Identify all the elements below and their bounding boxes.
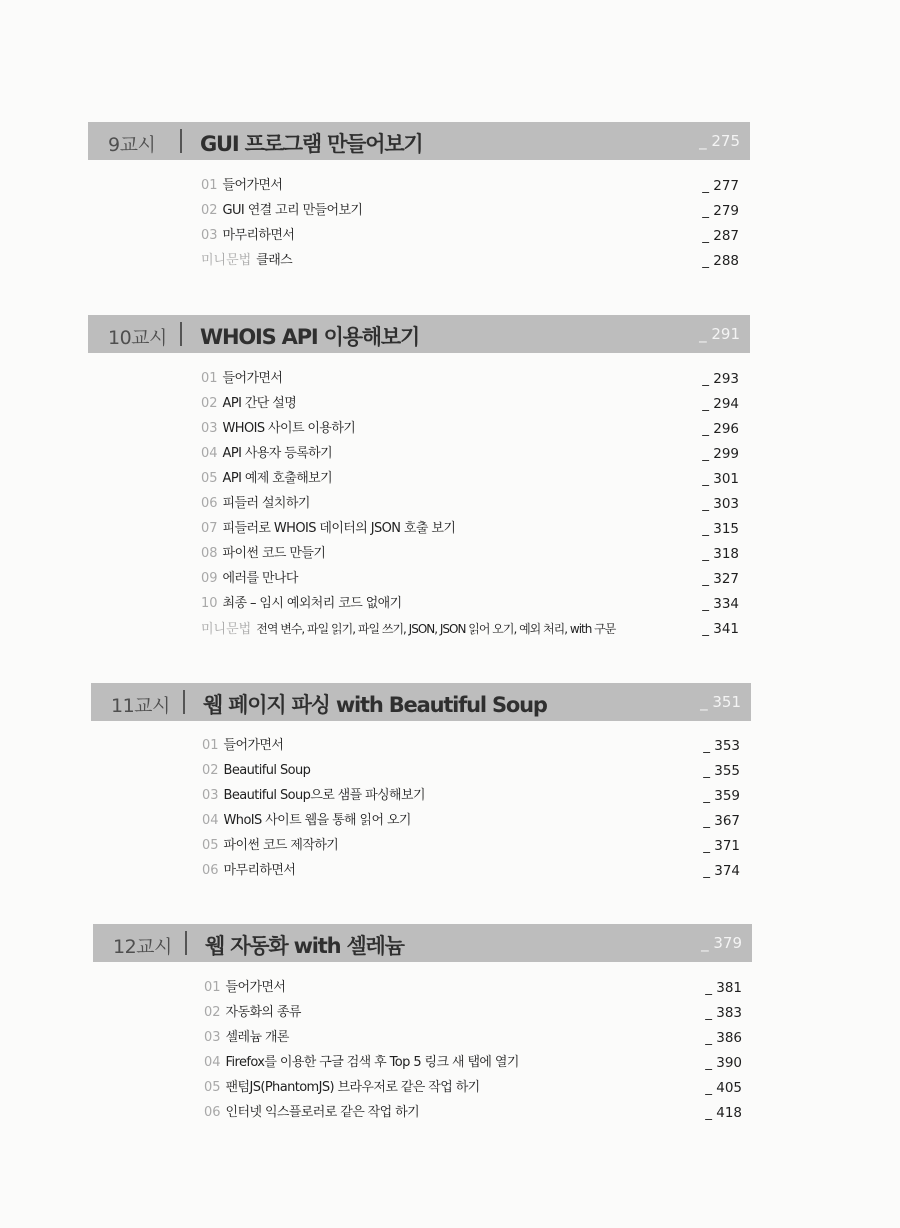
toc-entry[interactable] (201, 225, 739, 247)
toc-entry[interactable] (201, 518, 739, 540)
toc-entry[interactable] (204, 1102, 742, 1124)
entry-page: _ 341 (702, 621, 739, 637)
chapter-header (91, 683, 751, 721)
entry-number: 01 (204, 980, 221, 995)
entry-page: _ 294 (702, 396, 739, 412)
toc-entry[interactable] (201, 468, 739, 490)
entry-number: 05 (201, 471, 218, 486)
chapter-title: WHOIS API 이용해보기 (200, 325, 420, 349)
toc-entry-mini-grammar[interactable] (201, 618, 739, 640)
chapter-separator (180, 129, 182, 153)
toc-entry[interactable] (202, 760, 740, 782)
toc-entry[interactable] (202, 735, 740, 757)
entry-number: 03 (204, 1030, 221, 1045)
toc-entry-mini-grammar[interactable] (201, 250, 739, 272)
entry-page: _ 381 (705, 980, 742, 996)
entry-title: WHOIS 사이트 이용하기 (222, 421, 356, 436)
entry-page: _ 288 (702, 253, 739, 269)
chapter-title: 웹 자동화 with 셀레늄 (205, 934, 404, 958)
chapter-separator (183, 690, 185, 714)
entry-page: _ 279 (702, 203, 739, 219)
entry-number: 02 (201, 396, 218, 411)
entry-page: _ 334 (702, 596, 739, 612)
entry-page: _ 327 (702, 571, 739, 587)
toc-entry[interactable] (201, 368, 739, 390)
entry-title: 파이썬 코드 제작하기 (223, 838, 339, 853)
chapter-header (88, 315, 750, 353)
entry-number: 05 (204, 1080, 221, 1095)
entry-page: _ 318 (702, 546, 739, 562)
entry-title: 마무리하면서 (222, 228, 295, 243)
toc-entry[interactable] (201, 493, 739, 515)
entry-page: _ 355 (703, 763, 740, 779)
entry-page: _ 277 (702, 178, 739, 194)
chapter-title: GUI 프로그램 만들어보기 (200, 132, 423, 156)
entry-number: 05 (202, 838, 219, 853)
entry-title: 피들러 설치하기 (222, 496, 310, 511)
entry-number: 10 (201, 596, 218, 611)
chapter-page: _ 379 (701, 934, 742, 952)
entry-title: 전역 변수, 파일 읽기, 파일 쓰기, JSON, JSON 읽어 오기, 예외 처리, with 구문 (256, 622, 616, 636)
entry-page: _ 374 (703, 863, 740, 879)
chapter-number: 11교시 (111, 695, 170, 717)
entry-title: API 예제 호출해보기 (222, 471, 333, 486)
chapter-header (88, 122, 750, 160)
entry-number: 03 (202, 788, 219, 803)
entry-number: 06 (204, 1105, 221, 1120)
toc-entry[interactable] (201, 543, 739, 565)
toc-entry[interactable] (201, 175, 739, 197)
entry-title: 셀레늄 개론 (225, 1030, 289, 1045)
toc-entry[interactable] (204, 1002, 742, 1024)
chapter-header (93, 924, 752, 962)
entry-page: _ 299 (702, 446, 739, 462)
entry-label: 미니문법 (201, 622, 252, 637)
entry-number: 04 (204, 1055, 221, 1070)
entry-number: 04 (202, 813, 219, 828)
entry-number: 04 (201, 446, 218, 461)
entry-number: 09 (201, 571, 218, 586)
entry-number: 08 (201, 546, 218, 561)
toc-entry[interactable] (201, 593, 739, 615)
entry-page: _ 367 (703, 813, 740, 829)
entry-page: _ 303 (702, 496, 739, 512)
toc-entry[interactable] (202, 835, 740, 857)
chapter-number: 12교시 (113, 936, 172, 958)
entry-title: 최종 – 임시 예외처리 코드 없애기 (222, 596, 402, 611)
toc-entry[interactable] (202, 810, 740, 832)
toc-entry[interactable] (201, 393, 739, 415)
entry-page: _ 301 (702, 471, 739, 487)
entry-number: 07 (201, 521, 218, 536)
entry-page: _ 386 (705, 1030, 742, 1046)
entry-page: _ 383 (705, 1005, 742, 1021)
entry-page: _ 371 (703, 838, 740, 854)
chapter-page: _ 275 (699, 132, 740, 150)
entry-page: _ 287 (702, 228, 739, 244)
entry-page: _ 390 (705, 1055, 742, 1071)
toc-entry[interactable] (202, 785, 740, 807)
entry-title: 클래스 (256, 253, 293, 268)
entry-number: 06 (202, 863, 219, 878)
chapter-page: _ 351 (700, 693, 741, 711)
entry-number: 01 (202, 738, 219, 753)
entry-title: 인터넷 익스플로러로 같은 작업 하기 (225, 1105, 420, 1120)
entry-title: 팬텀JS(PhantomJS) 브라우저로 같은 작업 하기 (225, 1080, 480, 1095)
toc-entry[interactable] (201, 200, 739, 222)
entry-title: 자동화의 종류 (225, 1005, 301, 1020)
entry-page: _ 315 (702, 521, 739, 537)
entry-number: 02 (201, 203, 218, 218)
entry-title: 마무리하면서 (223, 863, 296, 878)
entry-page: _ 418 (705, 1105, 742, 1121)
chapter-number: 9교시 (108, 134, 156, 156)
entry-number: 03 (201, 228, 218, 243)
entry-title: 들어가면서 (223, 738, 284, 753)
toc-entry[interactable] (204, 1077, 742, 1099)
toc-entry[interactable] (204, 1027, 742, 1049)
entry-title: 피들러로 WHOIS 데이터의 JSON 호출 보기 (222, 521, 456, 536)
entry-title: Beautiful Soup (223, 763, 311, 778)
entry-title: 에러를 만나다 (222, 571, 298, 586)
entry-number: 01 (201, 178, 218, 193)
toc-entry[interactable] (201, 418, 739, 440)
entry-title: 들어가면서 (225, 980, 286, 995)
entry-title: WhoIS 사이트 웹을 통해 읽어 오기 (223, 813, 411, 828)
entry-number: 01 (201, 371, 218, 386)
toc-entry[interactable] (201, 568, 739, 590)
entry-page: _ 353 (703, 738, 740, 754)
entry-title: 들어가면서 (222, 371, 283, 386)
entry-title: API 사용자 등록하기 (222, 446, 333, 461)
toc-entry[interactable] (204, 1052, 742, 1074)
entry-label: 미니문법 (201, 253, 252, 268)
entry-number: 06 (201, 496, 218, 511)
toc-entry[interactable] (204, 977, 742, 999)
entry-title: 들어가면서 (222, 178, 283, 193)
entry-title: Firefox를 이용한 구글 검색 후 Top 5 링크 새 탭에 열기 (225, 1055, 519, 1070)
entry-page: _ 293 (702, 371, 739, 387)
entry-title: GUI 연결 고리 만들어보기 (222, 203, 363, 218)
entry-title: API 간단 설명 (222, 396, 297, 411)
entry-number: 02 (202, 763, 219, 778)
entry-page: _ 405 (705, 1080, 742, 1096)
chapter-number: 10교시 (108, 327, 167, 349)
entry-number: 03 (201, 421, 218, 436)
chapter-separator (185, 931, 187, 955)
entry-number: 02 (204, 1005, 221, 1020)
chapter-title: 웹 페이지 파싱 with Beautiful Soup (203, 693, 547, 717)
entry-title: Beautiful Soup으로 샘플 파싱해보기 (223, 788, 425, 803)
chapter-separator (180, 322, 182, 346)
entry-page: _ 296 (702, 421, 739, 437)
entry-page: _ 359 (703, 788, 740, 804)
toc-entry[interactable] (202, 860, 740, 882)
entry-title: 파이썬 코드 만들기 (222, 546, 326, 561)
toc-entry[interactable] (201, 443, 739, 465)
chapter-page: _ 291 (699, 325, 740, 343)
